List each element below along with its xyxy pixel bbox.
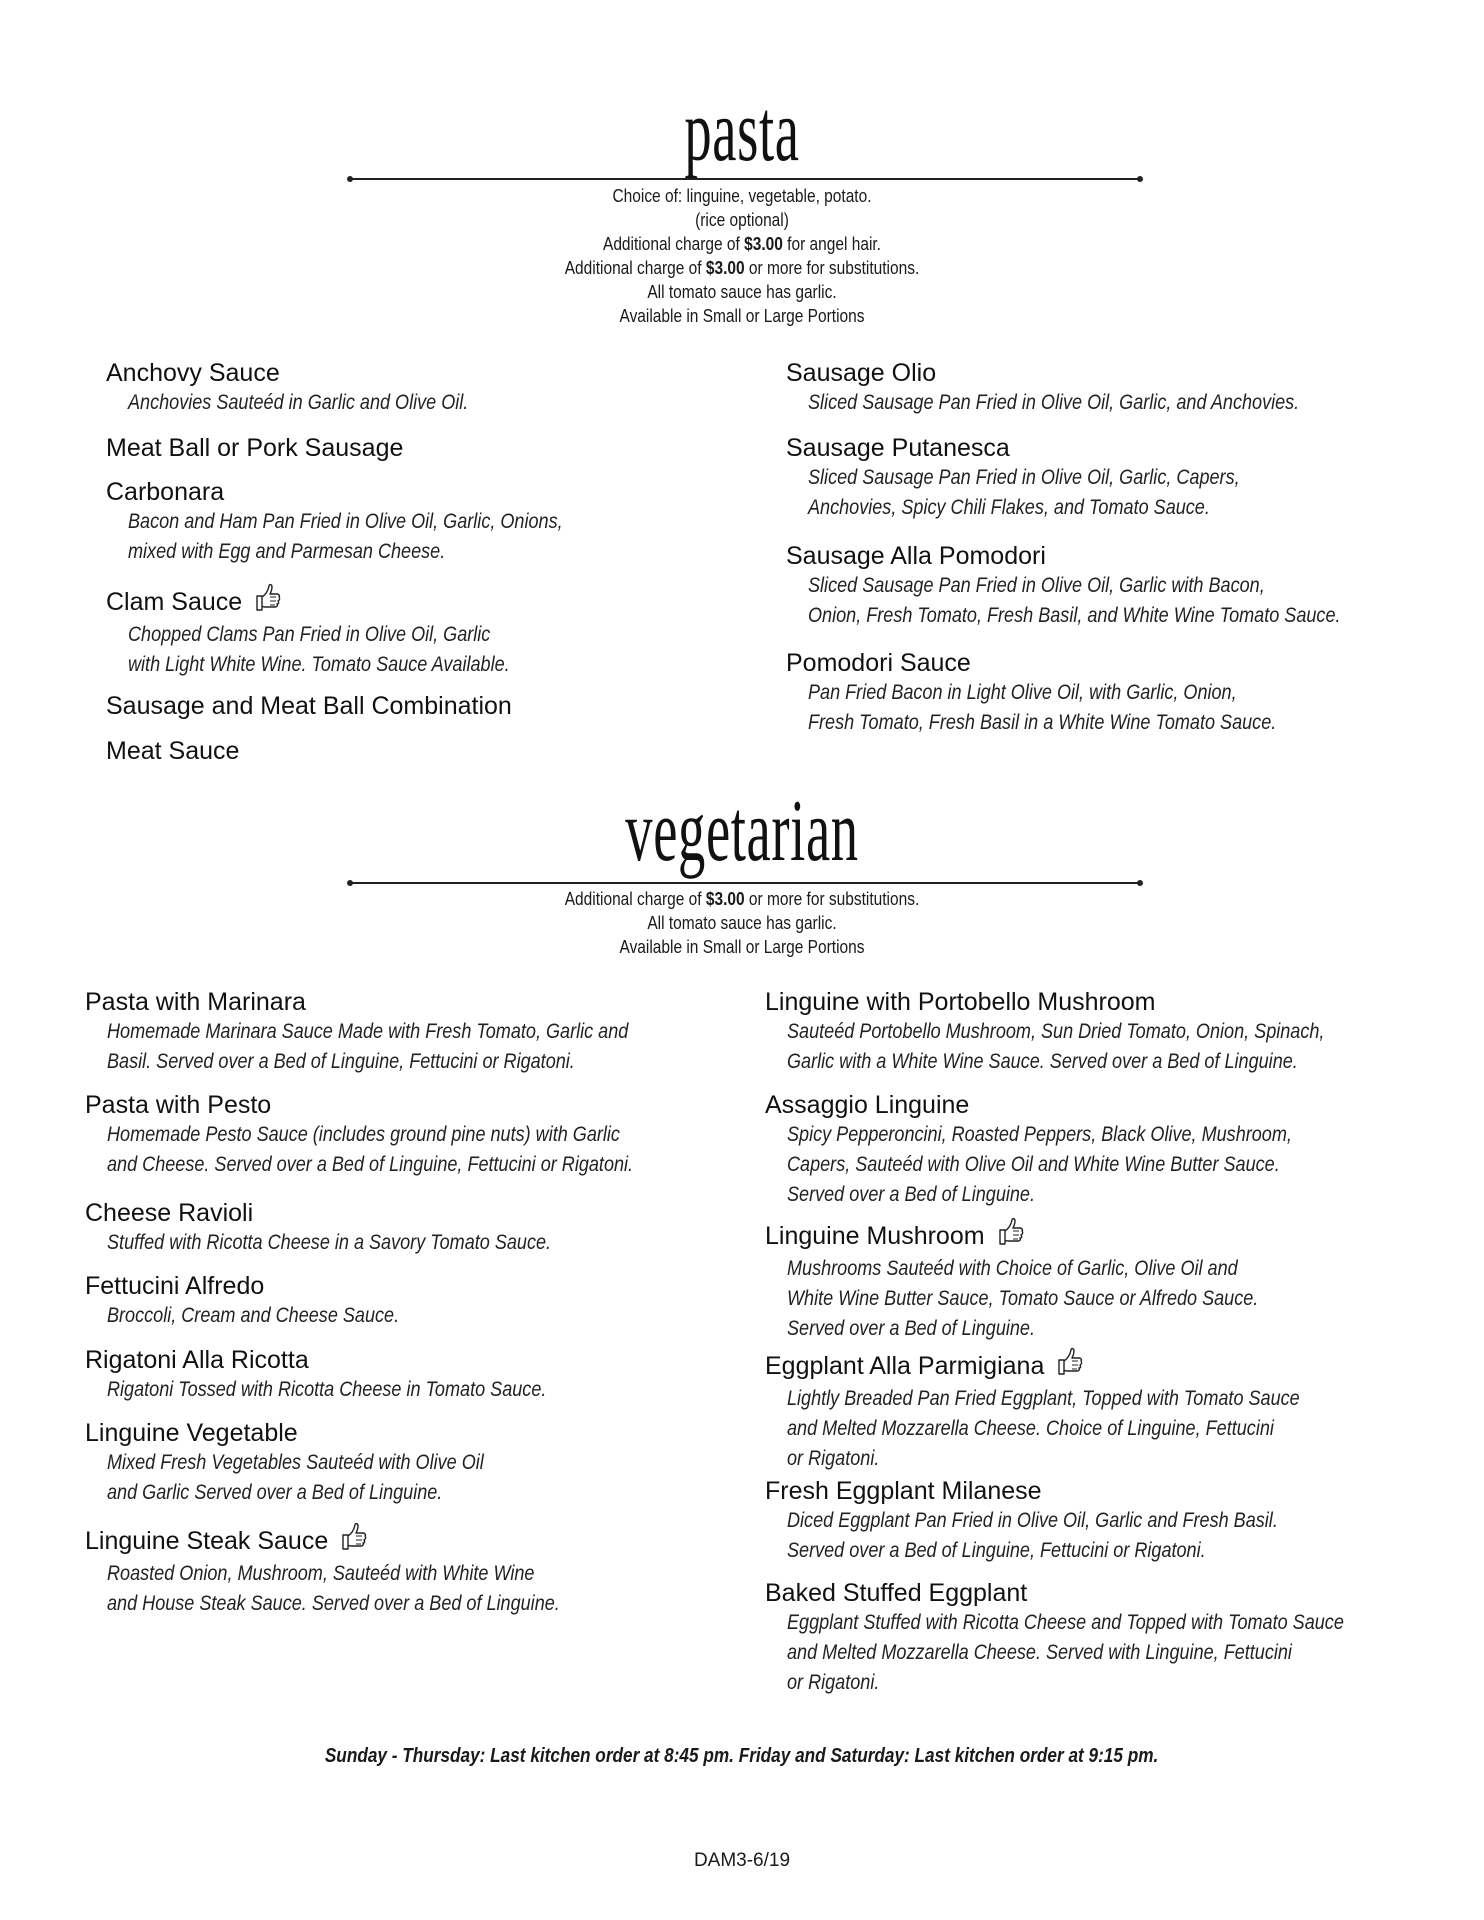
menu-item bbox=[765, 1347, 1383, 1474]
note-line bbox=[104, 232, 1380, 256]
menu-item bbox=[85, 1090, 719, 1180]
menu-item bbox=[786, 358, 1379, 418]
note-text: Additional charge of bbox=[603, 234, 745, 254]
menu-item-description: Fresh Tomato, Fresh Basil in a White Wine Tomato Sauce. bbox=[808, 711, 1277, 734]
menu-item-name bbox=[786, 433, 1310, 463]
menu-item-description: Lightly Breaded Pan Fried Eggplant, Topped with Tomato Sauce bbox=[787, 1387, 1300, 1410]
menu-item-description: Sliced Sausage Pan Fried in Olive Oil, Garlic, Capers, bbox=[808, 466, 1240, 489]
menu-item-name bbox=[765, 1347, 1383, 1384]
note-price: $3.00 bbox=[705, 889, 745, 909]
note-line: All tomato sauce has garlic. bbox=[647, 913, 837, 933]
menu-item-name-text: Sausage Olio bbox=[786, 359, 937, 387]
menu-item-name-text: Clam Sauce bbox=[106, 588, 243, 616]
menu-item-description: Chopped Clams Pan Fried in Olive Oil, Garlic bbox=[128, 623, 491, 646]
menu-item-name-text: Fresh Eggplant Milanese bbox=[765, 1477, 1042, 1505]
menu-item-name bbox=[786, 358, 1379, 388]
thumbs-up-icon bbox=[340, 1522, 368, 1559]
menu-item-description: Diced Eggplant Pan Fried in Olive Oil, Garlic and Fresh Basil. bbox=[787, 1509, 1278, 1532]
menu-item-name-text: Pasta with Marinara bbox=[85, 988, 306, 1016]
menu-item-name-text: Anchovy Sauce bbox=[106, 359, 280, 387]
note-line bbox=[104, 887, 1380, 911]
menu-item-name-text: Sausage Alla Pomodori bbox=[786, 542, 1046, 570]
menu-item bbox=[765, 1090, 1374, 1210]
menu-item-name bbox=[106, 477, 633, 507]
note-line: (rice optional) bbox=[695, 210, 789, 230]
menu-item-name bbox=[85, 1345, 618, 1375]
menu-item-description: White Wine Butter Sauce, Tomato Sauce or Alfredo Sauce. bbox=[787, 1287, 1259, 1310]
menu-item-description: or Rigatoni. bbox=[787, 1447, 880, 1470]
menu-item-name-text: Rigatoni Alla Ricotta bbox=[85, 1346, 309, 1374]
pasta-notes bbox=[0, 184, 1484, 328]
pasta-divider bbox=[350, 178, 1140, 180]
menu-item-name bbox=[765, 1090, 1374, 1120]
menu-item bbox=[106, 583, 572, 680]
thumbs-up-icon bbox=[1056, 1347, 1084, 1384]
menu-item-description: and Melted Mozzarella Cheese. Served with Linguine, Fettucini bbox=[787, 1641, 1292, 1664]
menu-item-name-text: Meat Sauce bbox=[106, 737, 240, 765]
menu-item-name-text: Pasta with Pesto bbox=[85, 1091, 272, 1119]
menu-item-description: Sliced Sausage Pan Fried in Olive Oil, Garlic, and Anchovies. bbox=[808, 391, 1300, 414]
thumbs-up-icon bbox=[997, 1217, 1025, 1254]
menu-item-name bbox=[106, 358, 524, 388]
menu-item-description: Onion, Fresh Tomato, Fresh Basil, and White Wine Tomato Sauce. bbox=[808, 604, 1341, 627]
note-line: All tomato sauce has garlic. bbox=[647, 282, 837, 302]
menu-item-name bbox=[786, 541, 1427, 571]
pasta-title: pasta bbox=[684, 83, 800, 180]
menu-item-name-text: Linguine Mushroom bbox=[765, 1222, 985, 1250]
menu-item bbox=[106, 358, 524, 418]
menu-item-name bbox=[765, 1578, 1435, 1608]
menu-item bbox=[85, 1345, 618, 1405]
note-text: Additional charge of bbox=[564, 889, 706, 909]
note-line bbox=[104, 256, 1380, 280]
menu-item-name bbox=[85, 987, 713, 1017]
note-text: or more for substitutions. bbox=[744, 889, 920, 909]
menu-item-name bbox=[786, 648, 1353, 678]
menu-item bbox=[85, 1418, 545, 1508]
menu-item-description: Served over a Bed of Linguine. bbox=[787, 1317, 1036, 1340]
menu-item-description: or Rigatoni. bbox=[787, 1671, 880, 1694]
menu-item bbox=[106, 691, 512, 721]
menu-item-description: Anchovies Sauteéd in Garlic and Olive Oil. bbox=[128, 391, 469, 414]
menu-item-name bbox=[106, 433, 403, 463]
thumbs-up-icon bbox=[254, 583, 282, 620]
menu-item-description: Rigatoni Tossed with Ricotta Cheese in Tomato Sauce. bbox=[107, 1378, 547, 1401]
menu-item-name-text: Assaggio Linguine bbox=[765, 1091, 970, 1119]
menu-item-description: Homemade Pesto Sauce (includes ground pine nuts) with Garlic bbox=[107, 1123, 620, 1146]
menu-item bbox=[85, 1522, 634, 1619]
menu-item-name bbox=[765, 1217, 1335, 1254]
menu-item-description: Served over a Bed of Linguine. bbox=[787, 1183, 1036, 1206]
note-text: Additional charge of bbox=[564, 258, 706, 278]
menu-item-name bbox=[85, 1271, 447, 1301]
menu-item-name-text: Linguine Vegetable bbox=[85, 1419, 298, 1447]
menu-item-name bbox=[765, 987, 1412, 1017]
menu-item-description: Broccoli, Cream and Cheese Sauce. bbox=[107, 1304, 400, 1327]
menu-item-description: and Cheese. Served over a Bed of Linguine, Fettucini or Rigatoni. bbox=[107, 1153, 634, 1176]
menu-item-description: Homemade Marinara Sauce Made with Fresh Tomato, Garlic and bbox=[107, 1020, 629, 1043]
note-line: Available in Small or Large Portions bbox=[619, 306, 865, 326]
menu-item-description: Sliced Sausage Pan Fried in Olive Oil, Garlic with Bacon, bbox=[808, 574, 1265, 597]
menu-item-description: mixed with Egg and Parmesan Cheese. bbox=[128, 540, 446, 563]
menu-item-description: and House Steak Sauce. Served over a Bed of Linguine. bbox=[107, 1592, 560, 1615]
menu-item-description: Pan Fried Bacon in Light Olive Oil, with Garlic, Onion, bbox=[808, 681, 1237, 704]
menu-item-name-text: Eggplant Alla Parmigiana bbox=[765, 1352, 1045, 1380]
note-text: or more for substitutions. bbox=[744, 258, 920, 278]
vegetarian-divider bbox=[350, 882, 1140, 884]
menu-item-description: Garlic with a White Wine Sauce. Served over a Bed of Linguine. bbox=[787, 1050, 1298, 1073]
menu-item bbox=[765, 1578, 1435, 1698]
menu-item-description: and Melted Mozzarella Cheese. Choice of Linguine, Fettucini bbox=[787, 1417, 1274, 1440]
menu-item-name bbox=[85, 1418, 545, 1448]
menu-item-name-text: Carbonara bbox=[106, 478, 225, 506]
menu-item bbox=[786, 648, 1353, 738]
menu-item-name-text: Fettucini Alfredo bbox=[85, 1272, 265, 1300]
menu-item-name bbox=[106, 583, 572, 620]
menu-item bbox=[786, 541, 1427, 631]
menu-item-description: Sauteéd Portobello Mushroom, Sun Dried Tomato, Onion, Spinach, bbox=[787, 1020, 1325, 1043]
menu-item-name bbox=[85, 1198, 623, 1228]
menu-item-name-text: Meat Ball or Pork Sausage bbox=[106, 434, 404, 462]
menu-item bbox=[786, 433, 1310, 523]
menu-item bbox=[765, 1217, 1335, 1344]
note-line: Available in Small or Large Portions bbox=[619, 937, 865, 957]
menu-item-name-text: Cheese Ravioli bbox=[85, 1199, 254, 1227]
menu-item bbox=[765, 1476, 1358, 1566]
menu-item-name-text: Linguine Steak Sauce bbox=[85, 1527, 329, 1555]
menu-item-description: Bacon and Ham Pan Fried in Olive Oil, Garlic, Onions, bbox=[128, 510, 563, 533]
vegetarian-notes bbox=[0, 887, 1484, 959]
menu-item-name bbox=[85, 1522, 634, 1559]
menu-item-name bbox=[106, 736, 239, 766]
menu-item bbox=[85, 1271, 447, 1331]
menu-item-description: Capers, Sauteéd with Olive Oil and White Wine Butter Sauce. bbox=[787, 1153, 1280, 1176]
note-price: $3.00 bbox=[705, 258, 745, 278]
menu-item-description: Eggplant Stuffed with Ricotta Cheese and Topped with Tomato Sauce bbox=[787, 1611, 1344, 1634]
menu-item bbox=[106, 477, 633, 567]
menu-item-name-text: Sausage and Meat Ball Combination bbox=[106, 692, 512, 720]
menu-item bbox=[85, 1198, 623, 1258]
menu-item-name-text: Linguine with Portobello Mushroom bbox=[765, 988, 1156, 1016]
menu-item-description: Anchovies, Spicy Chili Flakes, and Tomato Sauce. bbox=[808, 496, 1210, 519]
menu-item bbox=[106, 736, 239, 766]
menu-item-name bbox=[106, 691, 512, 721]
menu-item bbox=[106, 433, 403, 463]
menu-item-description: with Light White Wine. Tomato Sauce Available. bbox=[128, 653, 510, 676]
menu-item-name-text: Baked Stuffed Eggplant bbox=[765, 1579, 1028, 1607]
menu-item-description: Mixed Fresh Vegetables Sauteéd with Olive Oil bbox=[107, 1451, 484, 1474]
kitchen-hours-text: Sunday - Thursday: Last kitchen order at 8:45 pm. Friday and Saturday: Last kitchen order at 9:15 pm. bbox=[325, 1745, 1159, 1767]
menu-item bbox=[765, 987, 1412, 1077]
kitchen-hours bbox=[0, 1745, 1484, 1768]
menu-item-name bbox=[85, 1090, 719, 1120]
menu-item-description: Mushrooms Sauteéd with Choice of Garlic, Olive Oil and bbox=[787, 1257, 1238, 1280]
note-text: for angel hair. bbox=[782, 234, 881, 254]
menu-item-description: Stuffed with Ricotta Cheese in a Savory Tomato Sauce. bbox=[107, 1231, 552, 1254]
menu-item-description: Basil. Served over a Bed of Linguine, Fettucini or Rigatoni. bbox=[107, 1050, 575, 1073]
menu-item-name-text: Pomodori Sauce bbox=[786, 649, 971, 677]
menu-item bbox=[85, 987, 713, 1077]
menu-item-name-text: Sausage Putanesca bbox=[786, 434, 1010, 462]
vegetarian-title: vegetarian bbox=[625, 783, 859, 880]
menu-item-description: Roasted Onion, Mushroom, Sauteéd with White Wine bbox=[107, 1562, 535, 1585]
menu-item-name bbox=[765, 1476, 1358, 1506]
menu-item-description: and Garlic Served over a Bed of Linguine. bbox=[107, 1481, 443, 1504]
note-price: $3.00 bbox=[744, 234, 783, 254]
menu-code: DAM3-6/19 bbox=[693, 1850, 791, 1871]
note-line: Choice of: linguine, vegetable, potato. bbox=[612, 186, 872, 206]
menu-item-description: Served over a Bed of Linguine, Fettucini or Rigatoni. bbox=[787, 1539, 1206, 1562]
menu-item-description: Spicy Pepperoncini, Roasted Peppers, Black Olive, Mushroom, bbox=[787, 1123, 1292, 1146]
